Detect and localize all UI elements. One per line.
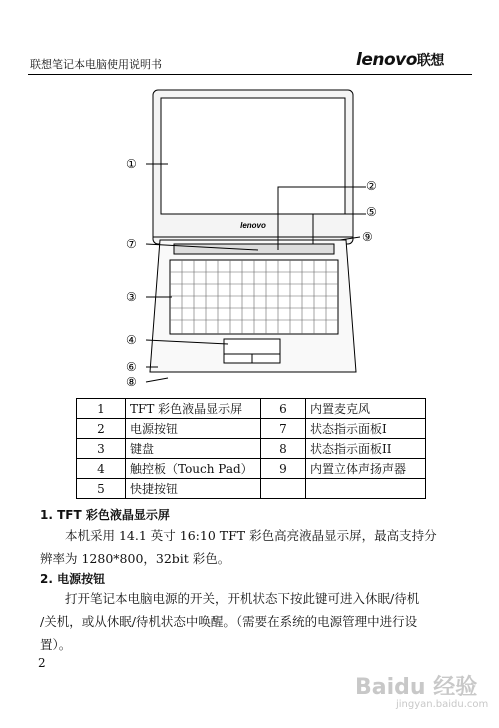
callout-3: ③ <box>126 290 137 304</box>
section-heading: 2. 电源按钮 <box>40 572 106 586</box>
brand-logo-cn: 联想 <box>416 53 444 69</box>
parts-table <box>76 398 426 499</box>
callout-2: ② <box>366 179 377 193</box>
screen-logo: lenovo <box>240 221 266 230</box>
table-cell <box>261 479 306 499</box>
callout-6: ⑥ <box>126 360 137 374</box>
table-row <box>77 459 426 479</box>
paragraph-line: 本机采用 14.1 英寸 16:10 TFT 彩色高亮液晶显示屏，最高支持分 <box>65 528 437 543</box>
table-cell: 2 <box>77 419 126 439</box>
header-rule <box>28 74 472 75</box>
header-title: 联想笔记本电脑使用说明书 <box>30 58 162 71</box>
table-cell: 快捷按钮 <box>126 479 261 499</box>
watermark: Baidu 经验 <box>355 675 478 700</box>
table-cell <box>306 479 426 499</box>
table-cell: 内置麦克风 <box>306 399 426 419</box>
callout-7: ⑦ <box>126 237 137 251</box>
watermark-url: jingyan.baidu.com <box>396 699 489 710</box>
table-row <box>77 419 426 439</box>
table-cell: 触控板（Touch Pad） <box>126 459 261 479</box>
brand-logo-text: lenovo <box>356 50 417 70</box>
table-cell: 3 <box>77 439 126 459</box>
table-cell: 状态指示面板II <box>306 439 426 459</box>
callout-4: ④ <box>126 333 137 347</box>
table-cell: 7 <box>261 419 306 439</box>
section-heading: 1. TFT 彩色液晶显示屏 <box>40 508 170 522</box>
callout-8: ⑧ <box>126 375 137 389</box>
table-row <box>77 439 426 459</box>
table-cell: 键盘 <box>126 439 261 459</box>
laptop-diagram <box>108 82 398 390</box>
table-cell: 5 <box>77 479 126 499</box>
laptop-base <box>150 240 356 372</box>
paragraph-line: 打开笔记本电脑电源的开关，开机状态下按此键可进入休眠/待机 <box>65 591 420 606</box>
table-row <box>77 399 426 419</box>
table-cell: 9 <box>261 459 306 479</box>
callout-5: ⑤ <box>366 205 377 219</box>
section-paragraph <box>40 524 460 570</box>
callout-1: ① <box>126 157 137 171</box>
paragraph-line: /关机，或从休眠/待机状态中唤醒。（需要在系统的电源管理中进行设 <box>40 614 418 629</box>
section-paragraph <box>40 587 460 656</box>
table-cell: 4 <box>77 459 126 479</box>
table-cell: 电源按钮 <box>126 419 261 439</box>
table-cell: 8 <box>261 439 306 459</box>
table-row <box>77 479 426 499</box>
paragraph-line: 辨率为 1280*800，32bit 彩色。 <box>40 551 231 566</box>
table-cell: 状态指示面板I <box>306 419 426 439</box>
table-cell: 内置立体声扬声器 <box>306 459 426 479</box>
table-cell: 1 <box>77 399 126 419</box>
table-cell: 6 <box>261 399 306 419</box>
brand-logo <box>356 50 444 70</box>
paragraph-line: 置）。 <box>40 637 72 652</box>
table-cell: TFT 彩色液晶显示屏 <box>126 399 261 419</box>
page-number: 2 <box>38 656 46 670</box>
callout-9: ⑨ <box>362 230 373 244</box>
